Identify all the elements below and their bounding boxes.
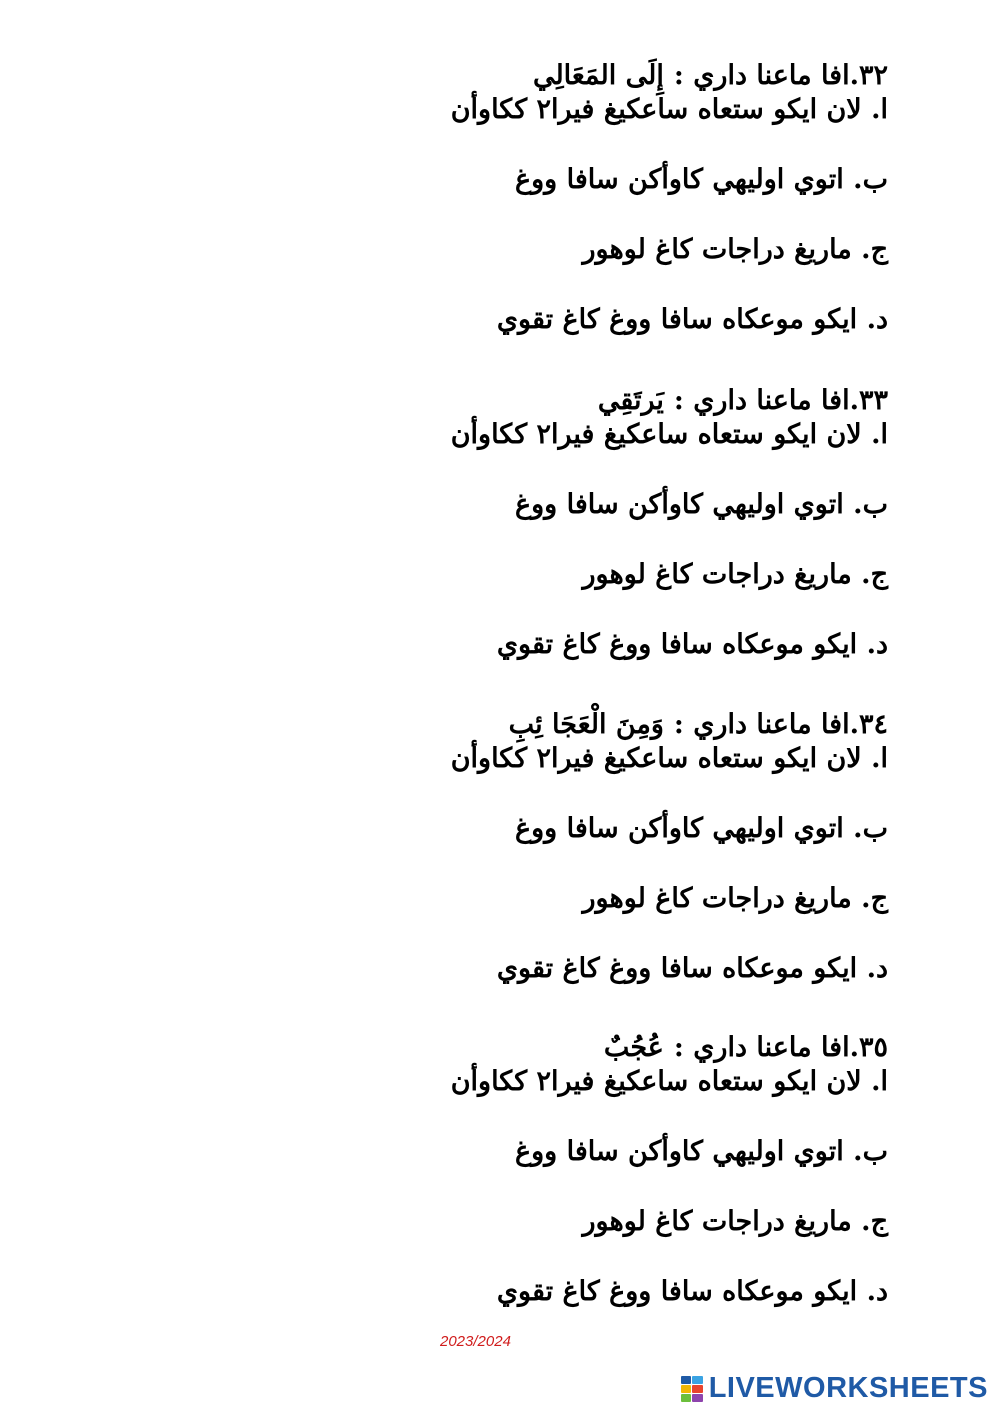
question-prompt: ٣٤.افا ماعنا داري :: [673, 709, 888, 740]
question-32: [408, 58, 888, 338]
option-a[interactable]: ا. لان ايكو ستعاه ساعكيغ فيرا٢ ككاوأن: [450, 743, 888, 774]
question-title: [408, 1030, 888, 1066]
question-prompt: ٣٢.افا ماعنا داري :: [673, 60, 888, 91]
question-34: [408, 707, 888, 987]
question-prompt: ٣٥.افا ماعنا داري :: [673, 1032, 888, 1063]
option-a[interactable]: ا. لان ايكو ستعاه ساعكيغ فيرا٢ ككاوأن: [450, 94, 888, 125]
liveworksheets-brand[interactable]: [681, 1372, 988, 1405]
question-word: وَمِنَ الْعَجَا ئِبِ: [508, 709, 664, 740]
option-b[interactable]: ب. اتوي اوليهي كاوأكن سافا ووغ: [515, 164, 888, 195]
question-word: إِلَى المَعَالِي: [532, 60, 664, 91]
option-d[interactable]: د. ايكو موعكاه سافا ووغ كاغ تقوي: [496, 629, 888, 660]
brand-name: LIVEWORKSHEETS: [708, 1372, 988, 1404]
option-d[interactable]: د. ايكو موعكاه سافا ووغ كاغ تقوي: [496, 953, 888, 984]
question-title: [408, 58, 888, 94]
option-c[interactable]: ج. ماريغ دراجات كاغ لوهور: [582, 883, 888, 914]
option-c[interactable]: ج. ماريغ دراجات كاغ لوهور: [582, 234, 888, 265]
school-year: 2023/2024: [440, 1333, 511, 1350]
option-d[interactable]: د. ايكو موعكاه سافا ووغ كاغ تقوي: [496, 1276, 888, 1307]
option-b[interactable]: ب. اتوي اوليهي كاوأكن سافا ووغ: [515, 489, 888, 520]
question-35: [408, 1030, 888, 1310]
option-d[interactable]: د. ايكو موعكاه سافا ووغ كاغ تقوي: [496, 304, 888, 335]
question-title: [408, 383, 888, 419]
question-33: [408, 383, 888, 663]
option-c[interactable]: ج. ماريغ دراجات كاغ لوهور: [582, 559, 888, 590]
question-title: [408, 707, 888, 743]
question-word: يَرتَقِي: [597, 385, 664, 416]
option-a[interactable]: ا. لان ايكو ستعاه ساعكيغ فيرا٢ ككاوأن: [450, 419, 888, 450]
option-b[interactable]: ب. اتوي اوليهي كاوأكن سافا ووغ: [515, 813, 888, 844]
question-prompt: ٣٣.افا ماعنا داري :: [673, 385, 888, 416]
option-c[interactable]: ج. ماريغ دراجات كاغ لوهور: [582, 1206, 888, 1237]
question-word: عُجُبٌ: [603, 1032, 664, 1063]
option-a[interactable]: ا. لان ايكو ستعاه ساعكيغ فيرا٢ ككاوأن: [450, 1066, 888, 1097]
liveworksheets-logo-icon: [681, 1376, 703, 1402]
option-b[interactable]: ب. اتوي اوليهي كاوأكن سافا ووغ: [515, 1136, 888, 1167]
